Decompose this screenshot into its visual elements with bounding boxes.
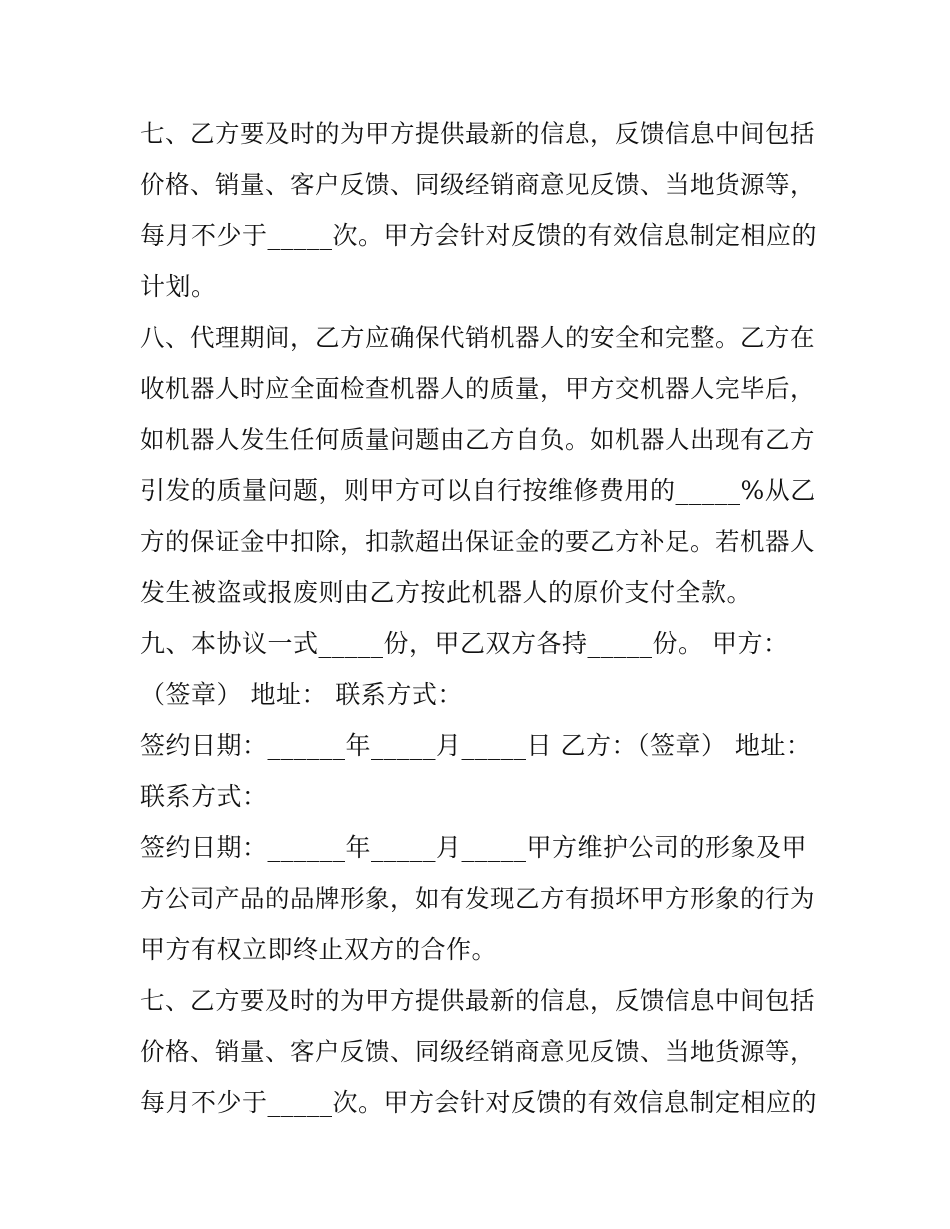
text-line: 联系方式： [140,782,268,811]
text-line: 如机器人发生任何质量问题由乙方自负。如机器人出现有乙方 [140,425,815,454]
text-line: （签章） 地址： 联系方式： [140,680,463,709]
text-line: 八、代理期间，乙方应确保代销机器人的安全和完整。乙方在 [140,323,815,352]
text-line: 九、本协议一式_____份，甲乙双方各持_____份。 甲方： [140,629,789,658]
text-line: 签约日期：______年_____月_____甲方维护公司的形象及甲 [140,833,808,862]
text-line: 甲方有权立即终止双方的合作。 [140,935,498,964]
text-line: 七、乙方要及时的为甲方提供最新的信息，反馈信息中间包括 [140,986,815,1015]
text-line: 收机器人时应全面检查机器人的质量，甲方交机器人完毕后， [140,374,815,403]
text-line: 引发的质量问题，则甲方可以自行按维修费用的_____%从乙 [140,476,816,505]
text-line: 签约日期：______年_____月_____日 乙方：（签章） 地址： [140,731,812,760]
text-line: 价格、销量、客户反馈、同级经销商意见反馈、当地货源等， [140,1037,815,1066]
text-line: 计划。 [140,272,217,301]
text-line: 每月不少于_____次。甲方会针对反馈的有效信息制定相应的 [140,221,818,250]
text-line: 发生被盗或报废则由乙方按此机器人的原价支付全款。 [140,578,753,607]
document-body [140,108,820,1128]
text-line: 方公司产品的品牌形象，如有发现乙方有损坏甲方形象的行为 [140,884,815,913]
text-line: 方的保证金中扣除，扣款超出保证金的要乙方补足。若机器人 [140,527,815,556]
text-line: 每月不少于_____次。甲方会针对反馈的有效信息制定相应的 [140,1088,818,1117]
text-line: 七、乙方要及时的为甲方提供最新的信息，反馈信息中间包括 [140,119,815,148]
text-line: 价格、销量、客户反馈、同级经销商意见反馈、当地货源等， [140,170,815,199]
